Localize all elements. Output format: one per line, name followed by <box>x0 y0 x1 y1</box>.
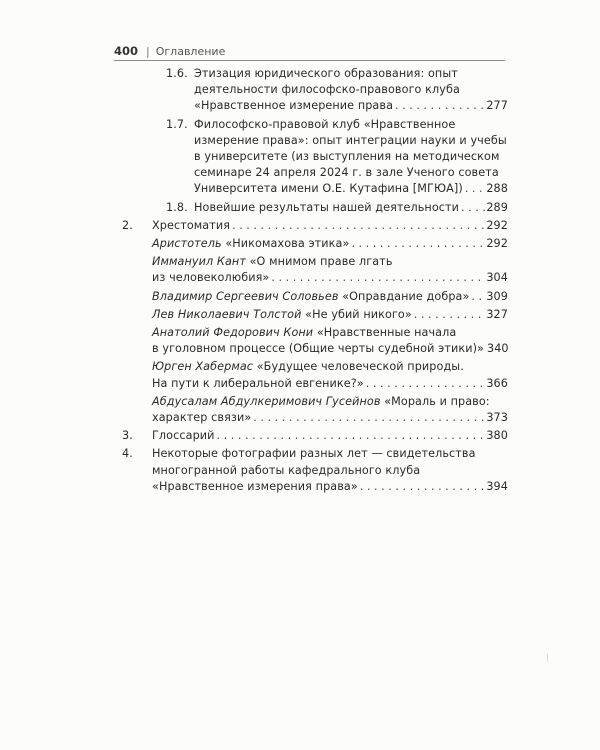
header-rule <box>114 60 505 61</box>
dot-leader <box>360 479 486 495</box>
table-of-contents <box>122 66 508 497</box>
entry-number: 3. <box>122 429 133 443</box>
toc-entry-guseynov[interactable] <box>122 394 508 426</box>
entry-text: «Оправдание добра» <box>342 289 470 303</box>
entry-author: Лев Николаевич Толстой <box>152 307 302 321</box>
entry-page: 292 <box>486 218 508 232</box>
dot-leader <box>414 307 486 323</box>
toc-entry-kant[interactable] <box>122 254 508 286</box>
entry-page: 340 <box>487 342 509 356</box>
entry-author: Аристотель <box>152 237 222 251</box>
entry-page: 289 <box>486 200 508 214</box>
dot-leader <box>395 98 485 114</box>
dot-leader <box>253 410 485 426</box>
entry-page: 288 <box>486 182 508 196</box>
entry-text: Университета имени О.Е. Кутафина [МГЮА]) <box>194 182 463 196</box>
toc-entry-aristotle[interactable] <box>122 236 508 252</box>
toc-entry-1-6[interactable] <box>122 66 508 115</box>
entry-text: семинаре 24 апреля 2024 г. в зале Ученого совета <box>194 166 499 180</box>
dot-leader <box>461 200 485 216</box>
entry-text: в университете (из выступления на методическом <box>194 150 500 164</box>
entry-text: «Не убий никого» <box>305 307 412 321</box>
entry-text: «О мнимом праве лгать <box>249 255 393 269</box>
entry-author: Анатолий Федорович Кони <box>152 326 314 340</box>
entry-text: из человеколюбия» <box>152 271 270 285</box>
entry-text: Философско-правовой клуб «Нравственное <box>194 117 456 131</box>
entry-text: «Мораль и право: <box>384 394 490 408</box>
dot-leader <box>232 218 485 234</box>
entry-text: «Нравственные начала <box>316 326 457 340</box>
entry-text: Новейшие результаты нашей деятельности <box>194 200 460 214</box>
entry-page: 277 <box>486 99 508 113</box>
entry-author: Иммануил Кант <box>152 255 246 269</box>
page-number: 400 <box>114 44 139 58</box>
section-title: Оглавление <box>155 44 226 58</box>
header-separator: | <box>146 44 150 58</box>
entry-page: 292 <box>486 237 508 251</box>
entry-page: 366 <box>486 376 508 390</box>
entry-text: «Нравственное измерения права» <box>152 479 358 493</box>
toc-entry-1-7[interactable] <box>122 117 508 198</box>
toc-entry-koni[interactable] <box>122 325 508 357</box>
entry-text: «Никомахова этика» <box>225 237 350 251</box>
running-header <box>114 44 225 58</box>
entry-text: На пути к либеральной евгенике?» <box>152 376 364 390</box>
entry-text: «Нравственное измерение права <box>194 99 394 113</box>
entry-page: 309 <box>486 289 508 303</box>
dot-leader <box>217 428 486 444</box>
entry-text: измерение права»: опыт интеграции науки и учебы <box>194 133 507 147</box>
entry-author: Владимир Сергеевич Соловьев <box>152 289 339 303</box>
entry-text: Некоторые фотографии разных лет — свидетельства <box>152 447 476 461</box>
entry-page: 394 <box>486 479 508 493</box>
entry-page: 304 <box>486 271 508 285</box>
toc-entry-tolstoy[interactable] <box>122 307 508 323</box>
entry-number: 1.8. <box>166 200 188 214</box>
page-mark <box>547 654 548 662</box>
dot-leader <box>366 376 486 392</box>
entry-page: 373 <box>486 411 508 425</box>
entry-text: деятельности философско-правового клуба <box>194 83 460 97</box>
entry-number: 1.6. <box>166 67 188 80</box>
toc-entry-3[interactable] <box>122 428 508 444</box>
dot-leader <box>351 236 485 252</box>
entry-number: 1.7. <box>166 117 188 131</box>
entry-page: 380 <box>486 429 508 443</box>
toc-entry-4[interactable] <box>122 446 508 495</box>
entry-text: Хрестоматия <box>152 218 231 232</box>
entry-number: 2. <box>122 218 133 232</box>
entry-text: Этизация юридического образования: опыт <box>194 67 458 80</box>
entry-author: Абдусалам Абдулкеримович Гусейнов <box>152 394 381 408</box>
entry-author: Юрген Хабермас <box>152 360 254 374</box>
dot-leader <box>465 181 486 197</box>
dot-leader <box>471 289 485 305</box>
toc-entry-1-8[interactable] <box>122 200 508 216</box>
entry-text: Глоссарий <box>152 429 215 443</box>
entry-text: многогранной работы кафедрального клуба <box>152 463 421 477</box>
entry-text: в уголовном процессе (Общие черты судебной этики)» <box>152 342 484 356</box>
toc-entry-habermas[interactable] <box>122 359 508 391</box>
toc-entry-2[interactable] <box>122 218 508 234</box>
toc-entry-solovyov[interactable] <box>122 289 508 305</box>
entry-text: характер связи» <box>152 411 252 425</box>
entry-page: 327 <box>486 307 508 321</box>
entry-number: 4. <box>122 447 133 461</box>
entry-text: «Будущее человеческой природы. <box>256 360 464 374</box>
dot-leader <box>271 270 485 286</box>
